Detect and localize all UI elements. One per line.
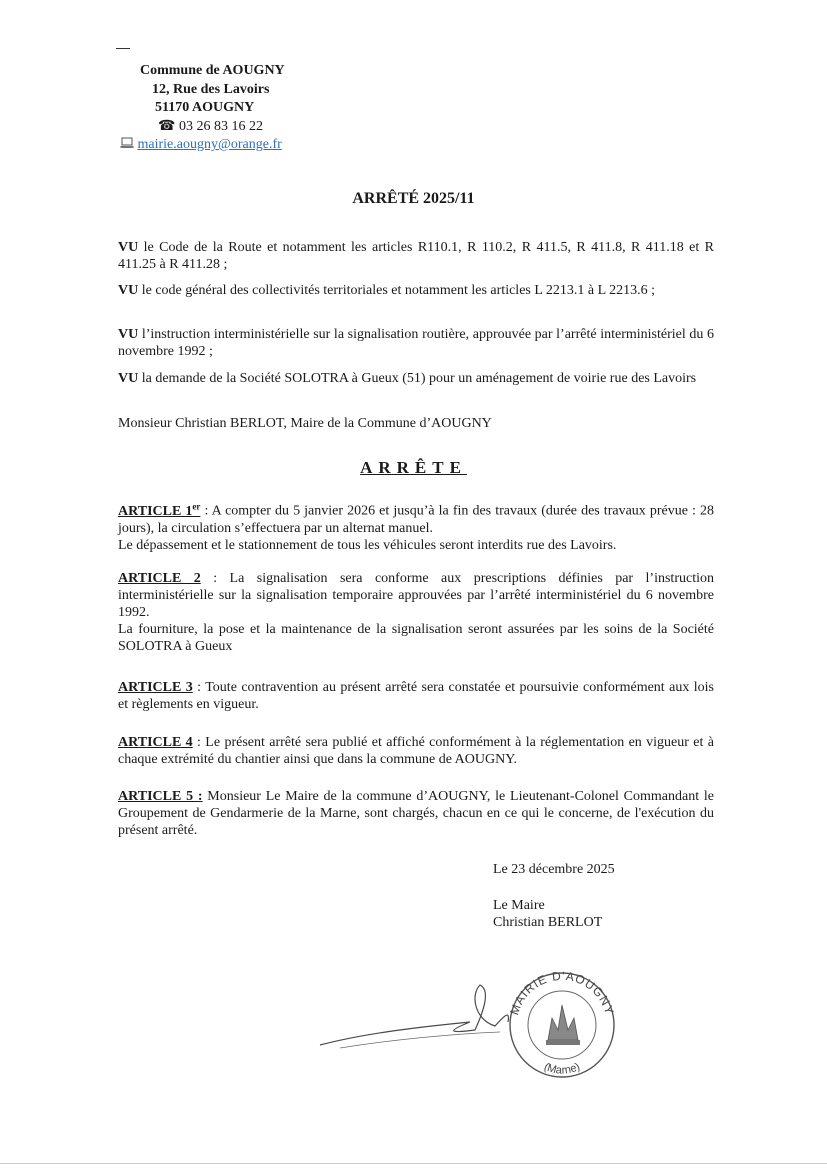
email-link[interactable]: mairie.aougny@orange.fr [137, 137, 282, 152]
signature-name: Christian BERLOT [493, 915, 603, 930]
signature-date: Le 23 décembre 2025 [493, 862, 615, 877]
seal-top-text: MAIRIE D'AOUGNY [507, 968, 617, 1017]
phone-line [158, 117, 263, 136]
article-2: ARTICLE 2 : La signalisation sera conforme aux prescriptions définies par l’instruction interministérielle sur la signalisation temporaire approuvées par l’arrêté interministériel du 6 novembre 1992. La fourniture, la pose et la maintenance de la signalisation seront assurées par les soins de la Société SOLOTRA à Gueux [118, 571, 714, 654]
handwritten-signature [300, 960, 640, 1090]
article-4-label: ARTICLE 4 [118, 735, 193, 750]
article-5-label: ARTICLE 5 : [118, 789, 203, 804]
commune-address: 12, Rue des Lavoirs [152, 82, 270, 97]
svg-text:(Marne) [542, 1061, 582, 1077]
mayor-line: Monsieur Christian BERLOT, Maire de la Commune d’AOUGNY [118, 416, 492, 431]
signature-role: Le Maire [493, 898, 545, 913]
article-2-label: ARTICLE 2 [118, 571, 201, 586]
email-line [120, 135, 282, 154]
mairie-seal [507, 969, 617, 1077]
page-bottom-edge [0, 1163, 827, 1164]
vu-2: VU le code général des collectivités territoriales et notamment les articles L 2213.1 à L 2213.6 ; [118, 283, 656, 298]
commune-postal: 51170 AOUGNY [155, 100, 255, 115]
article-4: ARTICLE 4 : Le présent arrêté sera publié et affiché conformément à la réglementation en vigueur et à chaque extrémité du chantier ainsi que dans la commune de AOUGNY. [118, 735, 714, 767]
arrete-heading: ARRÊTE [360, 458, 467, 477]
signature-and-seal [300, 960, 640, 1090]
vu-1: VU le Code de la Route et notamment les articles R110.1, R 110.2, R 411.5, R 411.8, R 411.18 et R 411.25 à R 411.28 ; [118, 240, 714, 272]
seal-bottom-text: (Marne) [542, 1060, 582, 1077]
phone-icon: ☎ [158, 119, 176, 134]
phone-number: 03 26 83 16 22 [178, 119, 263, 134]
decree-title: ARRÊTÉ 2025/11 [352, 190, 475, 207]
vu-3: VU l’instruction interministérielle sur la signalisation routière, approuvée par l’arrêté interministériel du 6 novembre 1992 ; [118, 327, 714, 359]
commune-name: Commune de AOUGNY [140, 63, 285, 78]
article-3-label: ARTICLE 3 [118, 680, 193, 695]
vu-4: VU la demande de la Société SOLOTRA à Gueux (51) pour un aménagement de voirie rue des Lavoirs [118, 371, 697, 386]
header-dash [116, 48, 130, 49]
article-5: ARTICLE 5 : Monsieur Le Maire de la commune d’AOUGNY, le Lieutenant-Colonel Commandant le Groupement de Gendarmerie de la Marne, sont chargés, chacun en ce qui le concerne, de l'exécution du présent arrêté. [118, 789, 714, 838]
article-3: ARTICLE 3 : Toute contravention au présent arrêté sera constatée et poursuivie conformément aux lois et règlements en vigueur. [118, 680, 714, 712]
article-1-label: ARTICLE 1er [118, 501, 201, 519]
computer-icon [120, 137, 134, 149]
article-1: ARTICLE 1er : A compter du 5 janvier 2026 et jusqu’à la fin des travaux (durée des travaux prévue : 28 jours), la circulation s’effectuera par un alternat manuel. Le dépassement et le stationnement de tous les véhicules seront interdits rue des Lavoirs. [118, 501, 714, 553]
